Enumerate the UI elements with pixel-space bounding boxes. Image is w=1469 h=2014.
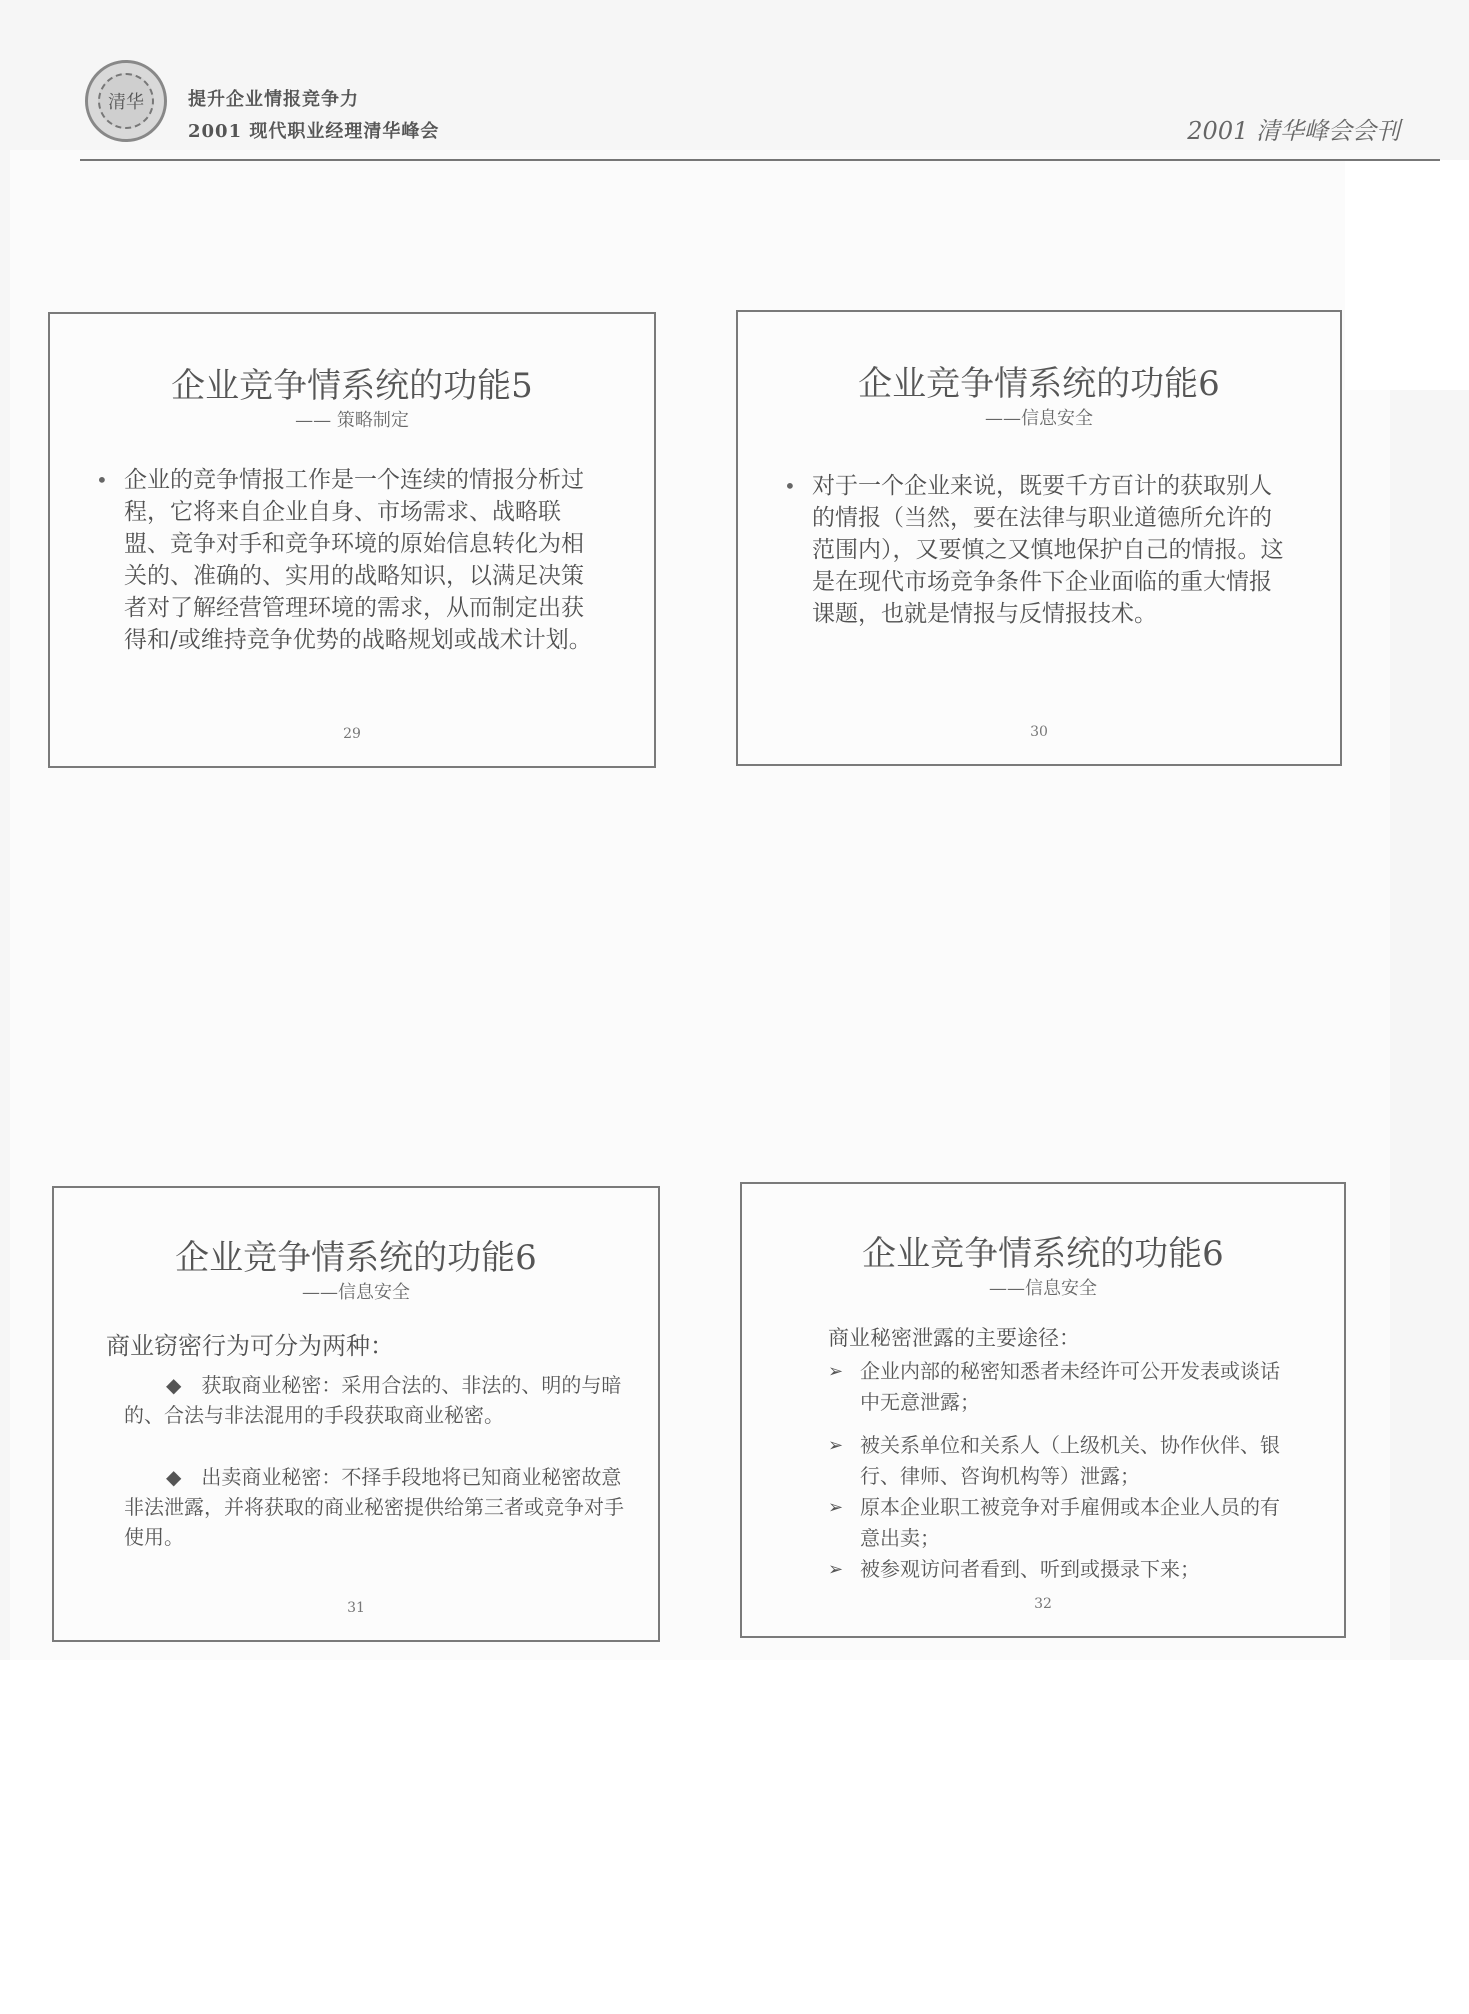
bullet-dot-icon: • [784, 474, 796, 498]
arrow-bullet-icon: ➢ [828, 1559, 844, 1580]
slide-item-2: ◆ 出卖商业秘密：不择手段地将已知商业秘密故意非法泄露，并将获取的商业秘密提供给第三者或竞争对手使用。 [124, 1465, 624, 1549]
slide-31 [52, 1186, 660, 1642]
list-item [828, 1492, 1288, 1554]
bullet-text: 企业的竞争情报工作是一个连续的情报分析过程，它将来自企业自身、市场需求、战略联盟、竞争对手和竞争环境的原始信息转化为相关的、准确的、实用的战略知识，以满足决策者对了解经营管理环境的需求，从而制定出获得和/或维持竞争优势的战略规划或战术计划。 [124, 467, 592, 653]
arrow-bullet-icon: ➢ [828, 1497, 844, 1518]
list-item-text: 企业内部的秘密知悉者未经许可公开发表或谈话中无意泄露； [860, 1359, 1280, 1414]
list-item [828, 1554, 1288, 1585]
header-rule [80, 159, 1440, 161]
slide-subtitle: ——信息安全 [985, 408, 1093, 429]
slide-page-number: 30 [1030, 724, 1048, 740]
header-publication: 2001 清华峰会会刊 [1187, 117, 1400, 145]
slide-lead: 商业秘密泄露的主要途径： [828, 1326, 1080, 1350]
slide-page-number: 32 [1034, 1596, 1052, 1612]
slide-title: 企业竞争情系统的功能6 [862, 1234, 1224, 1274]
slide-30 [736, 310, 1342, 766]
arrow-bullet-icon: ➢ [828, 1361, 844, 1382]
list-item-text: 被关系单位和关系人（上级机关、协作伙伴、银行、律师、咨询机构等）泄露； [860, 1433, 1280, 1488]
header-line-2: 2001 现代职业经理清华峰会 [188, 121, 440, 142]
slide-subtitle: —— 策略制定 [295, 410, 409, 431]
slide-title: 企业竞争情系统的功能6 [858, 364, 1220, 404]
page-header [80, 55, 1440, 165]
list-item-text: 原本企业职工被竞争对手雇佣或本企业人员的有意出卖； [860, 1495, 1280, 1550]
slide-lead: 商业窃密行为可分为两种： [106, 1332, 394, 1360]
bullet-dot-icon: • [96, 468, 108, 492]
slide-bullet [784, 470, 1284, 630]
slide-subtitle: ——信息安全 [989, 1278, 1097, 1299]
slide-title: 企业竞争情系统的功能6 [175, 1238, 537, 1278]
university-seal-icon [85, 60, 167, 142]
slide-page-number: 29 [343, 726, 361, 742]
scan-bottom-margin [0, 1660, 1469, 2014]
bullet-text: 对于一个企业来说，既要千方百计的获取别人的情报（当然，要在法律与职业道德所允许的范围内），又要慎之又慎地保护自己的情报。这是在现代市场竞争条件下企业面临的重大情报课题，也就是情报与反情报技术。 [812, 473, 1284, 627]
slide-32 [740, 1182, 1346, 1638]
scan-margin [1345, 160, 1469, 390]
slide-item-1: ◆ 获取商业秘密：采用合法的、非法的、明的与暗的、合法与非法混用的手段获取商业秘密。 [124, 1373, 622, 1427]
list-item [828, 1356, 1288, 1418]
seal-emblem: 清华 [98, 73, 154, 129]
slide-title: 企业竞争情系统的功能5 [171, 366, 533, 406]
list-item-text: 被参观访问者看到、听到或摄录下来； [860, 1557, 1200, 1581]
leak-path-list [828, 1356, 1288, 1585]
arrow-bullet-icon: ➢ [828, 1435, 844, 1456]
slide-subtitle: ——信息安全 [302, 1282, 410, 1303]
slide-29 [48, 312, 656, 768]
slide-page-number: 31 [347, 1600, 365, 1616]
slide-bullet [96, 464, 596, 656]
header-line-1: 提升企业情报竞争力 [188, 89, 359, 110]
list-item [828, 1430, 1288, 1492]
